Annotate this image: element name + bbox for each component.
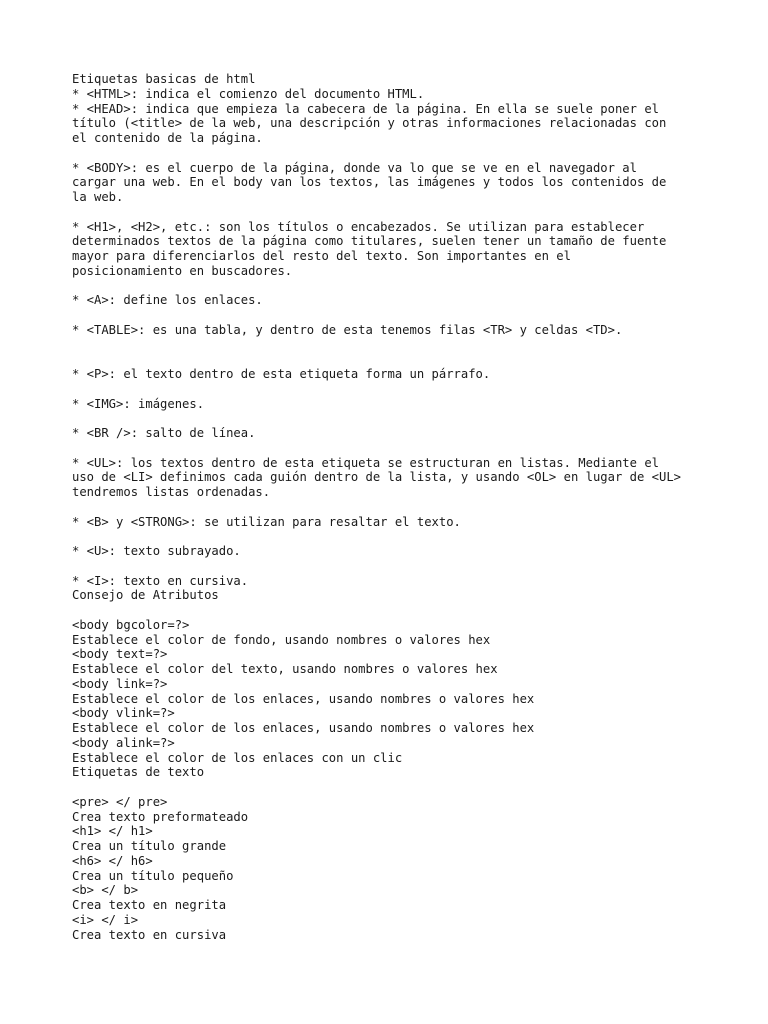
document-title: Etiquetas basicas de html [72,72,256,86]
spacer [72,500,712,515]
document-page [72,72,712,942]
paragraph-underline: * <U>: texto subrayado. [72,544,241,558]
paragraph-anchor: * <A>: define los enlaces. [72,293,263,308]
spacer [72,338,712,368]
paragraph-img: * <IMG>: imágenes. [72,396,205,411]
spacer [72,411,712,426]
spacer [72,146,712,161]
text-tags-list: <pre> </ pre> Crea texto preformateado <h1> </ h1> Crea un título grande <h6> </ h6> Crea un título pequeño <b> </ b> Crea texto en negrita <i> </ i> Crea texto en cursiva [72,794,249,942]
paragraph-html-head: * <HTML>: indica el comienzo del documento HTML. * <HEAD>: indica que empieza la cabecera de la página. En ella se suele poner el título (<title> de la web, una descripción y otras informaciones relacionadas con el contenido de la página. [72,86,667,145]
paragraph-p: * <P>: el texto dentro de esta etiqueta forma un párrafo. [72,367,491,381]
paragraph-italic-and-attributes-heading: * <I>: texto en cursiva. Consejo de Atributos [72,573,249,603]
spacer [72,382,712,397]
paragraph-body: * <BODY>: es el cuerpo de la página, donde va lo que se ve en el navegador al cargar una web. En el body van los textos, las imágenes y todos los contenidos de la web. [72,160,667,204]
spacer [72,441,712,456]
spacer [72,529,712,544]
attributes-list: <body bgcolor=?> Establece el color de fondo, usando nombres o valores hex <body text=?> Establece el color del texto, usando nombres o valores hex <body link=?> Establece el color de los enlaces, usando nombres o valores hex <body vlink=?> Establece el color de los enlaces, usando nombres o valores hex <body alink=?> Establece el color de los enlaces con un clic Etiquetas de texto [72,617,535,780]
spacer [72,603,712,618]
spacer [72,308,712,323]
paragraph-table: * <TABLE>: es una tabla, y dentro de esta tenemos filas <TR> y celdas <TD>. [72,322,623,337]
paragraph-bold: * <B> y <STRONG>: se utilizan para resaltar el texto. [72,514,461,529]
paragraph-br: * <BR />: salto de línea. [72,426,256,440]
paragraph-headings: * <H1>, <H2>, etc.: son los títulos o encabezados. Se utilizan para establecer determinados textos de la página como titulares, suelen tener un tamaño de fuente mayor para diferenciarlos del resto del texto. Son importantes en el posicionamiento en buscadores. [72,219,667,278]
spacer [72,780,712,795]
spacer [72,205,712,220]
spacer [72,279,712,294]
paragraph-lists: * <UL>: los textos dentro de esta etiqueta se estructuran en listas. Mediante el uso de <LI> definimos cada guión dentro de la lista, y usando <OL> en lugar de <UL> tendremos listas ordenadas. [72,455,682,499]
spacer [72,559,712,574]
